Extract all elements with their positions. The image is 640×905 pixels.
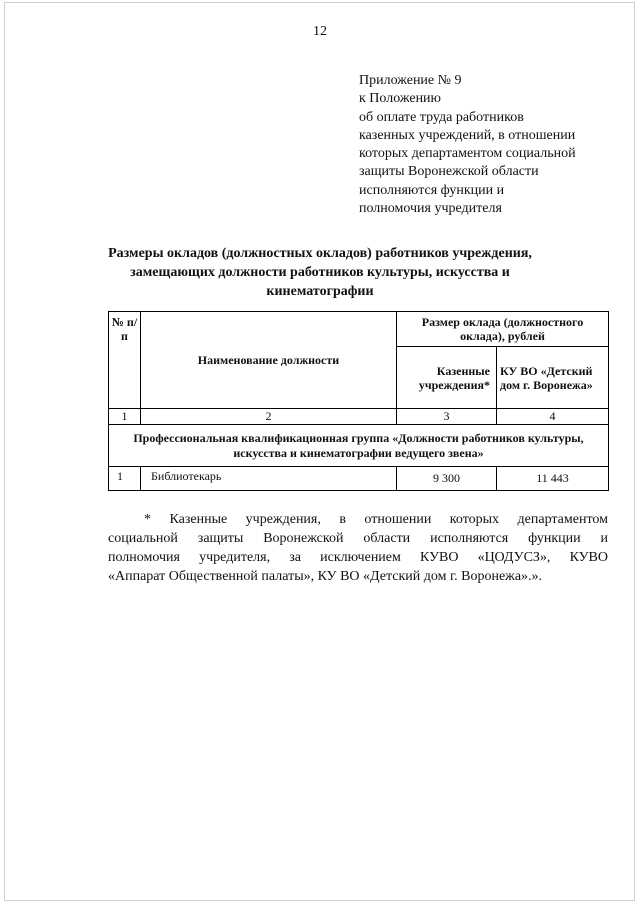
header-position-name: Наименование должности — [141, 312, 397, 409]
footnote-line: * Казенные учреждения, в отношении которых департаментом — [144, 512, 608, 527]
index-cell: 1 — [109, 409, 141, 425]
annex-line: об оплате труда работников — [359, 109, 524, 125]
annex-line: которых департаментом социальной — [359, 146, 576, 162]
title-line: Размеры окладов (должностных окладов) работников учреждения, — [108, 246, 532, 261]
header-salary-size: Размер оклада (должностного оклада), рублей — [397, 312, 609, 347]
index-cell: 2 — [141, 409, 397, 425]
header-num: № п/п — [109, 312, 141, 409]
footnote-line: социальной защиты Воронежской области исполняются функции и — [108, 531, 608, 546]
row-kuvo-value: 11 443 — [497, 467, 609, 491]
qualification-group: Профессиональная квалификационная группа «Должности работников культуры, искусства и кинематографии ведущего звена» — [109, 425, 609, 467]
annex-line: защиты Воронежской области — [359, 164, 539, 180]
header-kuvo: КУ ВО «Детский дом г. Воронежа» — [497, 347, 609, 409]
title-line: замещающих должности работников культуры, искусства и — [130, 265, 510, 280]
annex-line: к Положению — [359, 91, 442, 107]
page-number: 12 — [313, 24, 327, 39]
annex-header — [359, 72, 609, 218]
document-title — [90, 244, 550, 301]
header-kazennye: Казенные учреждения* — [397, 347, 497, 409]
index-cell: 4 — [497, 409, 609, 425]
title-line: кинематографии — [266, 284, 374, 299]
footnote — [108, 510, 608, 586]
salary-table — [108, 311, 609, 491]
annex-line: полномочия учредителя — [359, 201, 502, 217]
row-kazennye-value: 9 300 — [397, 467, 497, 491]
index-cell: 3 — [397, 409, 497, 425]
footnote-line: «Аппарат Общественной палаты», КУ ВО «Детский дом г. Воронежа».». — [108, 569, 543, 584]
row-position-name: Библиотекарь — [141, 467, 397, 491]
annex-line: Приложение № 9 — [359, 73, 462, 88]
annex-line: казенных учреждений, в отношении — [359, 127, 576, 143]
row-num: 1 — [109, 467, 141, 491]
footnote-line: полномочия учредителя, за исключением КУВО «ЦОДУСЗ», КУВО — [108, 550, 608, 565]
annex-line: исполняются функции и — [359, 182, 505, 198]
